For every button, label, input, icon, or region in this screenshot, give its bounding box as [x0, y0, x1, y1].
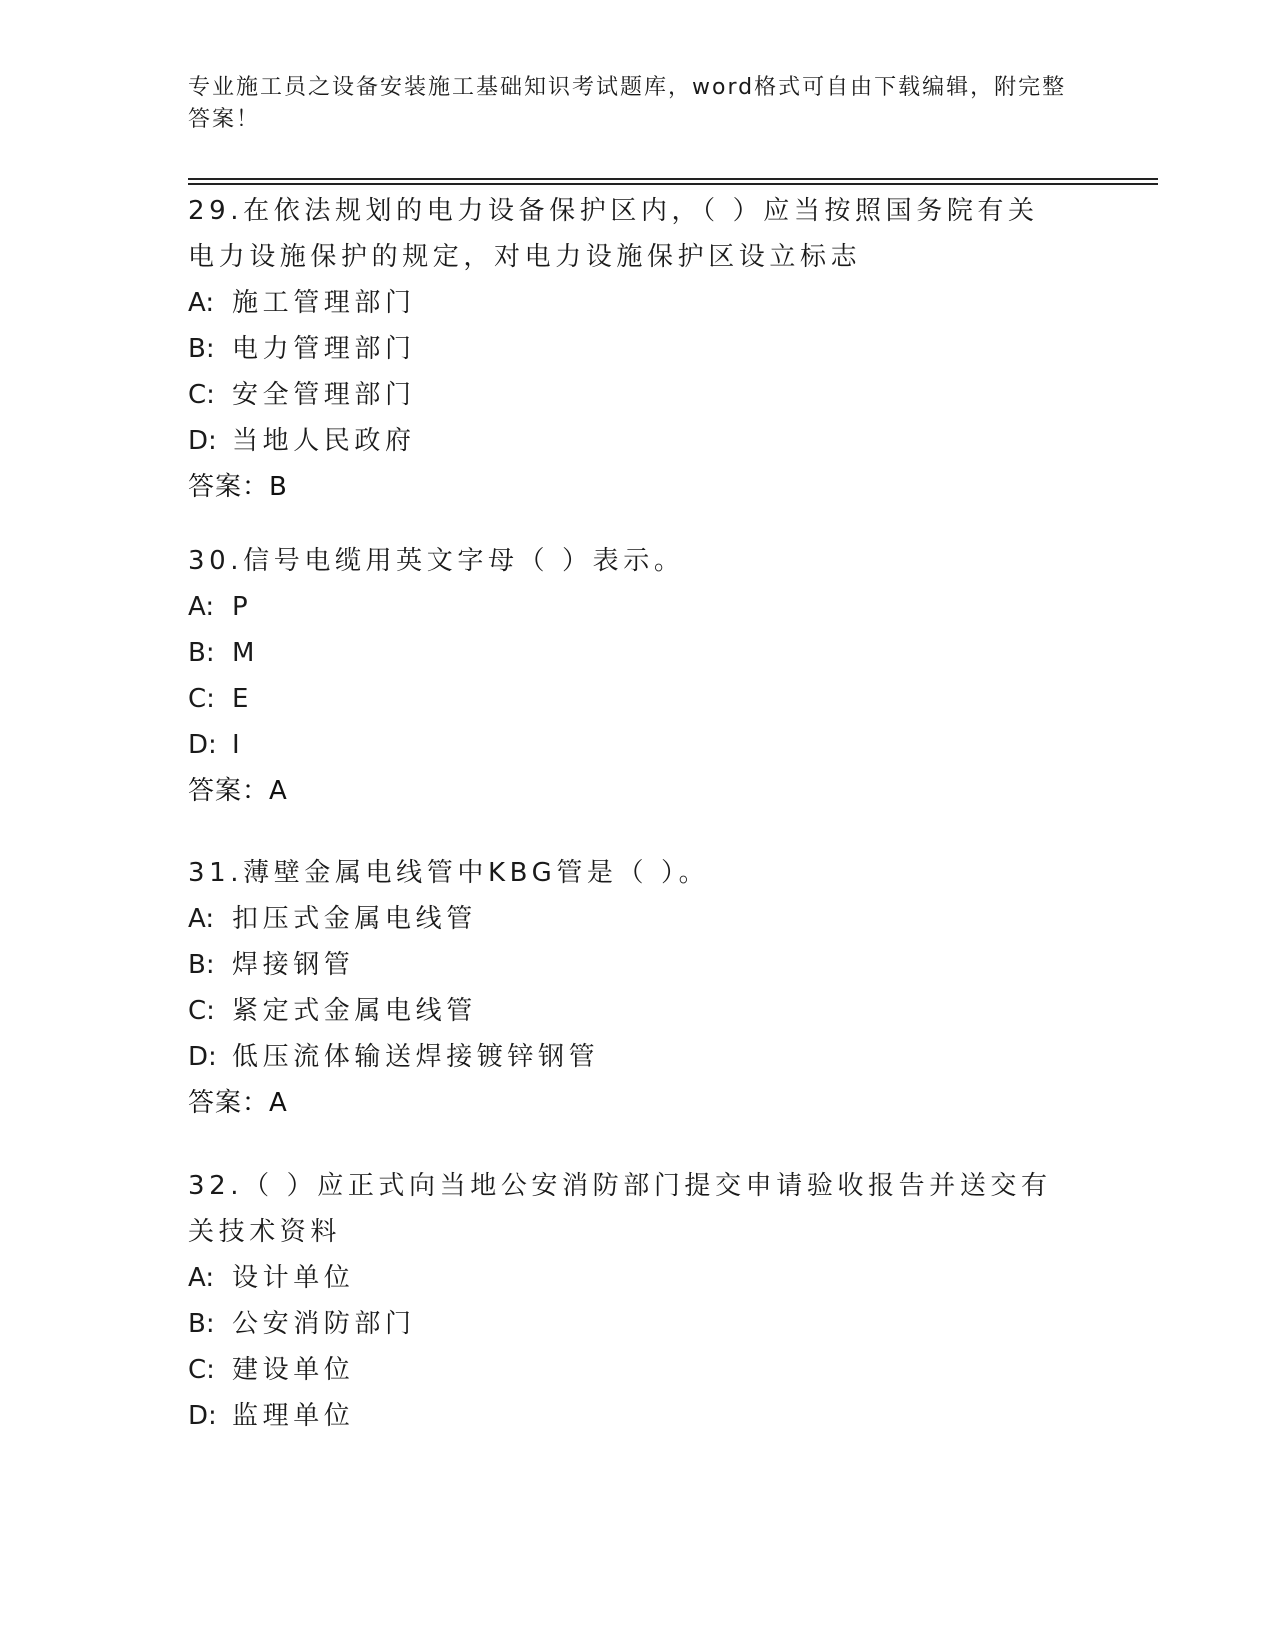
option-text: 当地人民政府	[232, 426, 416, 456]
option-text: 公安消防部门	[232, 1309, 416, 1339]
option-d	[188, 418, 1068, 464]
header-divider-bottom	[188, 183, 1158, 185]
option-letter: A:	[188, 1263, 215, 1293]
option-letter: A:	[188, 288, 215, 318]
option-c	[188, 988, 1068, 1034]
option-b	[188, 1301, 1068, 1347]
option-text: 施工管理部门	[232, 288, 416, 318]
answer-label: 答案：A	[188, 776, 288, 806]
option-letter: D:	[188, 1401, 217, 1431]
option-text: I	[232, 730, 245, 760]
question-stem: 30.信号电缆用英文字母（ ）表示。	[188, 546, 685, 576]
option-d	[188, 1034, 1068, 1080]
question-stem: 29.在依法规划的电力设备保护区内，（ ）应当按照国务院有关电力设施保护的规定，对电力设施保护区设立标志	[188, 196, 1039, 272]
option-text: 电力管理部门	[232, 334, 416, 364]
option-text: 低压流体输送焊接镀锌钢管	[232, 1042, 600, 1072]
option-a	[188, 584, 1068, 630]
answer-label: 答案：A	[188, 1088, 288, 1118]
option-text: P	[232, 592, 253, 622]
option-letter: B:	[188, 334, 215, 364]
option-c	[188, 372, 1068, 418]
option-letter: C:	[188, 684, 215, 714]
option-b	[188, 630, 1068, 676]
option-letter: A:	[188, 592, 215, 622]
option-a	[188, 280, 1068, 326]
header-title: 专业施工员之设备安装施工基础知识考试题库，word格式可自由下载编辑，附完整答案！	[188, 75, 1067, 132]
option-d	[188, 1393, 1068, 1439]
option-letter: C:	[188, 380, 215, 410]
option-letter: C:	[188, 1355, 215, 1385]
option-text: 焊接钢管	[232, 950, 355, 980]
document-header	[188, 72, 1068, 136]
option-letter: D:	[188, 1042, 217, 1072]
option-letter: B:	[188, 950, 215, 980]
option-b	[188, 942, 1068, 988]
question-29	[188, 188, 1068, 510]
question-stem: 31.薄壁金属电线管中KBG管是（ ）。	[188, 858, 710, 888]
option-b	[188, 326, 1068, 372]
option-letter: B:	[188, 638, 215, 668]
header-divider-top	[188, 178, 1158, 180]
option-text: E	[232, 684, 254, 714]
option-text: 扣压式金属电线管	[232, 904, 477, 934]
option-letter: D:	[188, 730, 217, 760]
option-text: 设计单位	[232, 1263, 355, 1293]
option-text: 紧定式金属电线管	[232, 996, 477, 1026]
option-a	[188, 1255, 1068, 1301]
question-stem: 32.（ ）应正式向当地公安消防部门提交申请验收报告并送交有关技术资料	[188, 1171, 1052, 1247]
option-d	[188, 722, 1068, 768]
option-text: 监理单位	[232, 1401, 355, 1431]
option-text: 建设单位	[232, 1355, 355, 1385]
question-32	[188, 1163, 1068, 1439]
option-c	[188, 676, 1068, 722]
option-letter: A:	[188, 904, 215, 934]
option-c	[188, 1347, 1068, 1393]
option-text: M	[232, 638, 260, 668]
question-31	[188, 850, 1068, 1126]
option-letter: C:	[188, 996, 215, 1026]
option-a	[188, 896, 1068, 942]
option-letter: D:	[188, 426, 217, 456]
question-30	[188, 538, 1068, 814]
answer-label: 答案：B	[188, 472, 288, 502]
option-text: 安全管理部门	[232, 380, 416, 410]
option-letter: B:	[188, 1309, 215, 1339]
